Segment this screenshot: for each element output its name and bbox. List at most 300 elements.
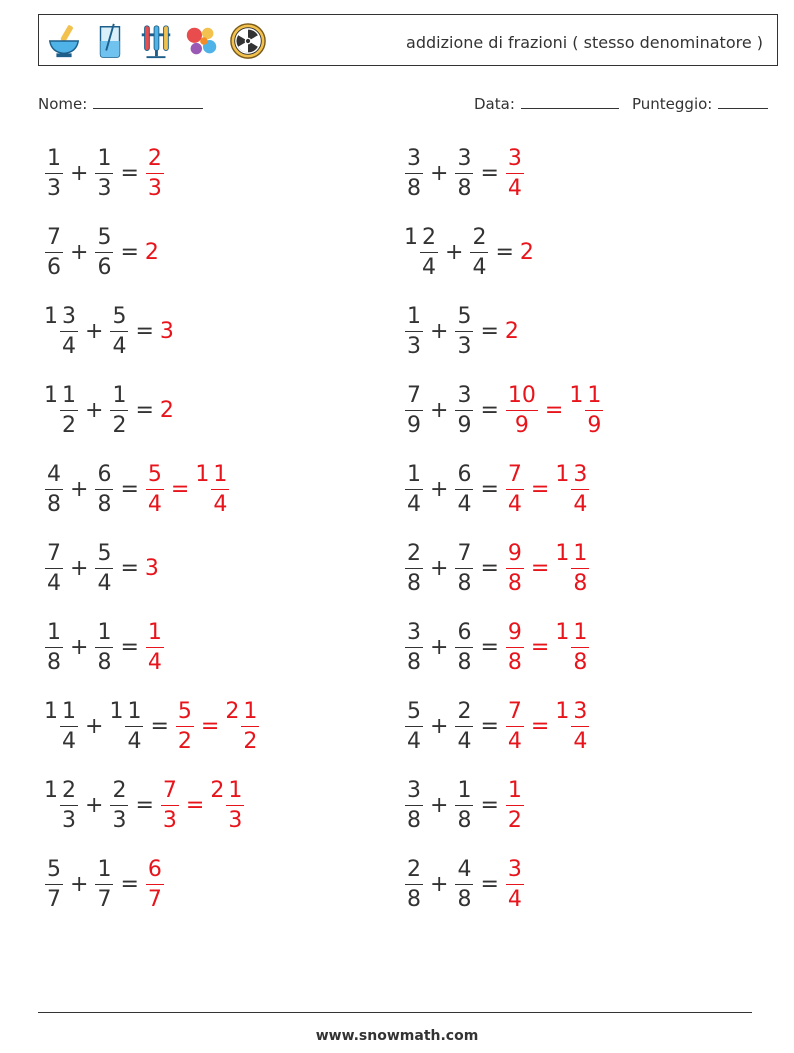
term-whole: 1 — [44, 698, 58, 724]
answer-fraction-bar — [226, 805, 244, 807]
equals-sign: = — [120, 555, 139, 581]
term-numerator: 1 — [62, 698, 76, 724]
term-numerator: 5 — [407, 698, 421, 724]
answer-denominator: 3 — [147, 176, 162, 202]
term-denominator: 3 — [407, 334, 421, 360]
term-number — [109, 304, 129, 359]
answer-equals-sign: = — [185, 792, 205, 818]
term-fraction-bar — [60, 805, 78, 807]
term-fraction — [455, 777, 473, 834]
term-numerator: 1 — [457, 777, 472, 803]
term-number — [404, 304, 424, 359]
term-fraction-bar — [455, 568, 473, 570]
problem-10 — [404, 458, 590, 520]
answer-fraction-bar — [571, 647, 589, 649]
footer-divider — [38, 1012, 752, 1013]
equals-sign: = — [480, 792, 499, 818]
term-number — [454, 699, 474, 754]
term-fraction-bar — [455, 410, 473, 412]
answer-denominator: 8 — [507, 571, 522, 597]
problem-15 — [44, 695, 260, 757]
answer-fraction-bar — [146, 647, 164, 649]
answer-fraction-bar — [571, 489, 589, 491]
term-number — [44, 620, 64, 675]
problem-9 — [44, 458, 230, 520]
answer-numerator: 1 — [507, 777, 522, 803]
equals-sign: = — [150, 713, 169, 739]
plus-sign: + — [430, 634, 449, 660]
answer-number — [225, 699, 260, 754]
score-label: Punteggio: — [632, 95, 713, 113]
term-number — [404, 462, 424, 517]
answer-denominator: 4 — [573, 729, 588, 755]
term-fraction — [110, 382, 128, 439]
term-numerator: 7 — [47, 224, 61, 250]
term-fraction-bar — [405, 568, 423, 570]
answer-numerator: 3 — [507, 856, 522, 882]
term-denominator: 4 — [407, 729, 421, 755]
answer-number — [505, 146, 525, 201]
answer-fraction-bar — [506, 805, 524, 807]
answer-fraction — [211, 461, 229, 518]
term-whole: 1 — [44, 777, 58, 803]
answer-numerator: 1 — [243, 698, 258, 724]
term-fraction-bar — [110, 410, 128, 412]
date-line[interactable] — [521, 94, 619, 109]
term-fraction-bar — [405, 647, 423, 649]
answer-numerator: 5 — [177, 698, 192, 724]
answer-fraction — [161, 777, 179, 834]
term-fraction — [405, 540, 423, 597]
answer-number — [555, 462, 590, 517]
problem-20 — [404, 853, 525, 915]
answer-equals-sign: = — [530, 634, 550, 660]
answer-whole: 1 — [555, 619, 570, 645]
plus-sign: + — [430, 555, 449, 581]
term-fraction — [455, 540, 473, 597]
term-fraction — [470, 224, 488, 281]
term-number — [454, 541, 474, 596]
answer-equals-sign: = — [530, 713, 550, 739]
header-icons — [45, 19, 267, 63]
term-denominator: 6 — [47, 255, 61, 281]
term-fraction — [455, 619, 473, 676]
answer-numerator: 7 — [162, 777, 177, 803]
term-denominator: 8 — [47, 492, 61, 518]
term-fraction-bar — [455, 805, 473, 807]
answer-denominator: 2 — [177, 729, 192, 755]
date-label: Data: — [474, 95, 515, 113]
term-number — [44, 541, 64, 596]
term-denominator: 4 — [62, 334, 76, 360]
problem-11 — [44, 537, 160, 599]
equals-sign: = — [135, 792, 154, 818]
term-fraction-bar — [405, 805, 423, 807]
answer-fraction-bar — [506, 568, 524, 570]
plus-sign: + — [85, 713, 104, 739]
problem-14 — [404, 616, 590, 678]
plus-sign: + — [430, 160, 449, 186]
term-number — [44, 225, 64, 280]
answer-equals-sign: = — [530, 555, 550, 581]
term-number — [44, 146, 64, 201]
answer-denominator: 4 — [213, 492, 228, 518]
term-fraction — [405, 856, 423, 913]
answer-denominator: 9 — [587, 413, 602, 439]
plus-sign: + — [430, 476, 449, 502]
term-fraction — [60, 382, 78, 439]
score-field — [632, 94, 768, 113]
equals-sign: = — [480, 160, 499, 186]
plus-sign: + — [430, 792, 449, 818]
term-numerator: 4 — [457, 856, 472, 882]
term-fraction-bar — [60, 410, 78, 412]
test-tubes-icon — [137, 21, 175, 61]
equals-sign: = — [480, 713, 499, 739]
term-fraction-bar — [45, 647, 63, 649]
answer-fraction — [506, 145, 524, 202]
answer-fraction — [571, 698, 589, 755]
answer-numerator: 6 — [147, 856, 162, 882]
answer-fraction — [506, 856, 524, 913]
answer-fraction — [571, 461, 589, 518]
term-number — [44, 778, 79, 833]
answer-fraction-bar — [585, 410, 603, 412]
answer-fraction — [176, 698, 194, 755]
term-fraction — [95, 145, 113, 202]
answer-denominator: 4 — [507, 176, 522, 202]
plus-sign: + — [70, 160, 89, 186]
term-number — [94, 857, 114, 912]
term-number — [454, 857, 474, 912]
answer-denominator: 3 — [228, 808, 243, 834]
term-fraction-bar — [405, 726, 423, 728]
term-numerator: 2 — [472, 224, 487, 250]
term-fraction — [95, 856, 113, 913]
term-denominator: 4 — [472, 255, 487, 281]
answer-fraction-bar — [241, 726, 259, 728]
answer-number — [145, 240, 160, 265]
term-number — [404, 541, 424, 596]
term-fraction-bar — [455, 726, 473, 728]
problem-8 — [404, 379, 604, 441]
plus-sign: + — [430, 318, 449, 344]
answer-numerator: 2 — [147, 145, 162, 171]
answer-fraction-bar — [506, 410, 538, 412]
term-denominator: 4 — [47, 571, 61, 597]
molecule-icon — [183, 21, 221, 61]
answer-number — [145, 620, 165, 675]
answer-number — [145, 462, 165, 517]
term-fraction-bar — [60, 331, 78, 333]
answer-fraction-bar — [571, 726, 589, 728]
answer-numerator: 1 — [573, 619, 588, 645]
term-number — [469, 225, 489, 280]
term-fraction — [60, 303, 78, 360]
header-box — [38, 14, 778, 66]
term-fraction-bar — [95, 173, 113, 175]
term-fraction-bar — [405, 173, 423, 175]
problem-3 — [44, 221, 160, 283]
term-number — [44, 304, 79, 359]
answer-number — [210, 778, 245, 833]
answer-numerator: 1 — [587, 382, 602, 408]
equals-sign: = — [120, 634, 139, 660]
answer-number — [505, 620, 525, 675]
term-numerator: 7 — [457, 540, 472, 566]
answer-whole: 2 — [504, 318, 519, 344]
answer-number — [160, 319, 175, 344]
answer-fraction — [506, 382, 538, 439]
answer-number — [145, 146, 165, 201]
plus-sign: + — [430, 871, 449, 897]
answer-whole: 2 — [225, 698, 240, 724]
term-denominator: 8 — [457, 176, 472, 202]
problem-12 — [404, 537, 590, 599]
term-number — [454, 778, 474, 833]
term-fraction — [455, 303, 473, 360]
term-denominator: 3 — [97, 176, 112, 202]
term-fraction — [45, 145, 63, 202]
plus-sign: + — [70, 476, 89, 502]
term-numerator: 5 — [457, 303, 472, 329]
answer-denominator: 4 — [507, 492, 522, 518]
answer-numerator: 1 — [228, 777, 243, 803]
answer-fraction — [571, 540, 589, 597]
answer-number — [505, 778, 525, 833]
answer-number — [555, 620, 590, 675]
answer-whole: 2 — [519, 239, 534, 265]
answer-numerator: 9 — [507, 540, 522, 566]
term-number — [94, 462, 114, 517]
term-fraction-bar — [470, 252, 488, 254]
answer-whole: 2 — [159, 397, 174, 423]
answer-denominator: 3 — [162, 808, 177, 834]
term-fraction-bar — [125, 726, 143, 728]
equals-sign: = — [135, 397, 154, 423]
term-numerator: 2 — [407, 540, 421, 566]
term-numerator: 7 — [407, 382, 421, 408]
term-fraction-bar — [420, 252, 438, 254]
term-denominator: 7 — [97, 887, 112, 913]
term-numerator: 5 — [97, 540, 112, 566]
term-fraction — [420, 224, 438, 281]
term-denominator: 9 — [407, 413, 421, 439]
answer-numerator: 1 — [147, 619, 162, 645]
answer-number — [505, 462, 525, 517]
answer-number — [505, 319, 520, 344]
term-fraction — [455, 698, 473, 755]
term-whole: 1 — [44, 382, 58, 408]
term-fraction-bar — [45, 489, 63, 491]
equals-sign: = — [135, 318, 154, 344]
term-number — [454, 304, 474, 359]
plus-sign: + — [70, 634, 89, 660]
term-numerator: 2 — [62, 777, 76, 803]
answer-number — [505, 857, 525, 912]
term-numerator: 1 — [97, 856, 112, 882]
term-number — [94, 541, 114, 596]
answer-whole: 1 — [569, 382, 584, 408]
answer-fraction-bar — [571, 568, 589, 570]
plus-sign: + — [85, 397, 104, 423]
equals-sign: = — [480, 634, 499, 660]
answer-numerator: 3 — [573, 698, 588, 724]
term-fraction — [95, 619, 113, 676]
term-whole: 1 — [404, 224, 418, 250]
term-fraction-bar — [455, 647, 473, 649]
answer-whole: 2 — [144, 239, 159, 265]
answer-number — [505, 699, 525, 754]
term-denominator: 2 — [62, 413, 76, 439]
equals-sign: = — [495, 239, 514, 265]
term-numerator: 1 — [127, 698, 142, 724]
term-denominator: 3 — [62, 808, 76, 834]
term-fraction — [125, 698, 143, 755]
equals-sign: = — [480, 871, 499, 897]
term-numerator: 3 — [457, 382, 472, 408]
term-fraction — [405, 777, 423, 834]
answer-number — [195, 462, 230, 517]
answer-denominator: 8 — [507, 650, 522, 676]
term-numerator: 1 — [407, 303, 421, 329]
answer-denominator: 2 — [507, 808, 522, 834]
answer-fraction-bar — [146, 173, 164, 175]
answer-number — [555, 541, 590, 596]
answer-fraction — [146, 619, 164, 676]
answer-equals-sign: = — [200, 713, 220, 739]
term-denominator: 4 — [457, 729, 472, 755]
problem-16 — [404, 695, 590, 757]
term-denominator: 4 — [127, 729, 142, 755]
answer-fraction — [506, 540, 524, 597]
term-denominator: 7 — [47, 887, 61, 913]
answer-fraction — [506, 777, 524, 834]
answer-fraction-bar — [506, 884, 524, 886]
answer-numerator: 7 — [507, 698, 522, 724]
term-number — [94, 620, 114, 675]
answer-numerator: 1 — [573, 540, 588, 566]
term-fraction-bar — [455, 331, 473, 333]
score-line[interactable] — [718, 94, 768, 109]
term-fraction-bar — [110, 805, 128, 807]
term-whole: 1 — [44, 303, 58, 329]
equals-sign: = — [120, 871, 139, 897]
term-denominator: 8 — [407, 887, 421, 913]
term-numerator: 2 — [407, 856, 421, 882]
answer-fraction-bar — [161, 805, 179, 807]
answer-denominator: 8 — [573, 571, 588, 597]
term-number — [94, 225, 114, 280]
answer-fraction — [585, 382, 603, 439]
answer-denominator: 4 — [507, 887, 522, 913]
term-numerator: 1 — [407, 461, 421, 487]
footer-url: www.snowmath.com — [315, 1028, 479, 1044]
answer-numerator: 3 — [507, 145, 522, 171]
problem-5 — [44, 300, 175, 362]
answer-equals-sign: = — [544, 397, 564, 423]
term-fraction — [45, 461, 63, 518]
answer-whole: 1 — [555, 698, 570, 724]
answer-denominator: 4 — [507, 729, 522, 755]
term-denominator: 4 — [457, 492, 472, 518]
answer-fraction — [571, 619, 589, 676]
term-fraction — [95, 461, 113, 518]
equals-sign: = — [120, 476, 139, 502]
answer-denominator: 4 — [147, 650, 162, 676]
term-denominator: 8 — [457, 650, 472, 676]
term-denominator: 4 — [422, 255, 436, 281]
answer-fraction-bar — [211, 489, 229, 491]
term-denominator: 4 — [112, 334, 127, 360]
term-number — [404, 857, 424, 912]
term-numerator: 4 — [47, 461, 61, 487]
plus-sign: + — [445, 239, 464, 265]
answer-fraction — [506, 619, 524, 676]
answer-fraction — [146, 145, 164, 202]
answer-numerator: 5 — [147, 461, 162, 487]
term-fraction-bar — [405, 489, 423, 491]
term-fraction — [405, 698, 423, 755]
term-fraction — [405, 145, 423, 202]
term-numerator: 1 — [47, 619, 61, 645]
term-fraction-bar — [110, 331, 128, 333]
plus-sign: + — [70, 871, 89, 897]
term-number — [109, 778, 129, 833]
answer-fraction-bar — [146, 884, 164, 886]
beaker-icon — [91, 21, 129, 61]
answer-fraction-bar — [506, 726, 524, 728]
term-number — [404, 146, 424, 201]
term-fraction-bar — [45, 252, 63, 254]
term-number — [44, 462, 64, 517]
name-line[interactable] — [93, 94, 203, 109]
plus-sign: + — [70, 555, 89, 581]
term-number — [454, 146, 474, 201]
answer-fraction — [506, 461, 524, 518]
answer-number — [175, 699, 195, 754]
answer-number — [505, 541, 525, 596]
radiation-icon — [229, 21, 267, 61]
term-fraction — [405, 382, 423, 439]
equals-sign: = — [480, 318, 499, 344]
term-fraction — [110, 777, 128, 834]
answer-numerator: 1 — [213, 461, 228, 487]
term-fraction — [455, 461, 473, 518]
equals-sign: = — [120, 239, 139, 265]
problem-18 — [404, 774, 525, 836]
term-denominator: 6 — [97, 255, 112, 281]
term-fraction — [95, 540, 113, 597]
mortar-pestle-icon — [45, 21, 83, 61]
answer-number — [145, 556, 160, 581]
term-numerator: 1 — [112, 382, 127, 408]
term-fraction — [45, 856, 63, 913]
answer-denominator: 2 — [243, 729, 258, 755]
term-denominator: 8 — [457, 887, 472, 913]
term-denominator: 8 — [407, 571, 421, 597]
equals-sign: = — [480, 397, 499, 423]
term-fraction-bar — [95, 489, 113, 491]
term-denominator: 3 — [457, 334, 472, 360]
term-fraction-bar — [45, 884, 63, 886]
answer-number — [160, 398, 175, 423]
term-fraction-bar — [405, 410, 423, 412]
term-fraction — [45, 619, 63, 676]
term-numerator: 6 — [457, 619, 472, 645]
term-denominator: 9 — [457, 413, 472, 439]
term-denominator: 8 — [407, 808, 421, 834]
